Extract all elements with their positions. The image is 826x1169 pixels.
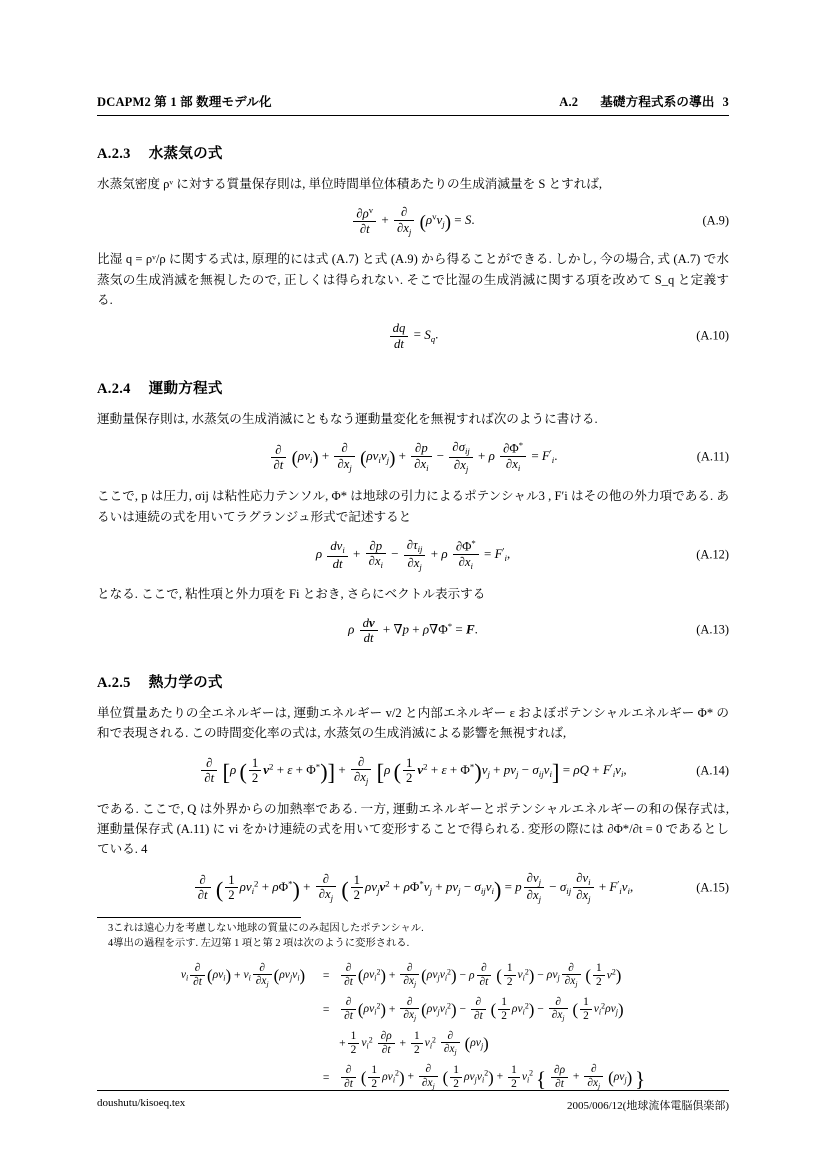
paragraph-a24-2: ここで, p は圧力, σij は粘性応力テンソル, Φ* は地球の引力によるポテンシャル3 , F′i はその他の外力項である. あるいは連続の式を用いてラグランジュ形式で記述すると bbox=[97, 489, 729, 524]
derivation-table bbox=[181, 959, 645, 1095]
equation-a11-body: $\frac{\partial}{\partial t}$ $(\rho v_i)$ + $\frac{\partial}{\partial x_j}$ $(\rho v_iv_j)$ + $\frac{\partial p}{\partial x_i}$ − $\frac{\partial\sigma_{ij}}{\partial x_j}$ + ρ $\frac{\partial\Phi^*}{\partial x_i}$ = $F'_i$. bbox=[269, 440, 558, 474]
section-heading-a24 bbox=[97, 377, 729, 398]
derivation-row-2 bbox=[181, 993, 645, 1027]
equation-a15 bbox=[97, 871, 729, 905]
derivation-relation-1: = bbox=[322, 969, 330, 983]
derivation-row-1 bbox=[181, 959, 645, 993]
equation-a9 bbox=[97, 205, 729, 237]
equation-a10-body: $\frac{dq}{dt}$ = $S_q$. bbox=[388, 321, 439, 351]
footnote-3: 3これは遠心力を考慮しない地球の質量にのみ起因したポテンシャル. bbox=[108, 922, 424, 934]
header-section-number: A.2 bbox=[559, 95, 579, 109]
derivation-relation-3: = bbox=[322, 1071, 330, 1085]
equation-a14 bbox=[97, 755, 729, 787]
equation-a12-body: ρ $\frac{dv_i}{dt}$ + $\frac{\partial p}{\partial x_i}$ − $\frac{\partial\tau_{ij}}{\partial x_j}$ + ρ $\frac{\partial\Phi^*}{\partial x_i}$ = $F'_i$, bbox=[315, 537, 511, 572]
footer-right: 2005/006/12(地球流体電脳倶楽部) bbox=[567, 1100, 729, 1112]
derivation-rhs-4: $\frac{\partial}{\partial t}$ ( $\frac{1}{2}$ $\rho v_i^2$) + $\frac{\partial}{\partial x_j}$ ( $\frac{1}{2}$ $\rho v_jv_i^2$) + $\frac{1}{2}$ $v_i^2$ { $\frac{\partial\rho}{\partial t}$ + $\frac{\partial}{\partial x_j}$ $(\rho v_j)$ } bbox=[339, 1060, 645, 1094]
footer-left: doushutu/kisoeq.tex bbox=[97, 1097, 186, 1109]
section-title-a24: 運動方程式 bbox=[148, 380, 223, 397]
equation-tag-a10: (A.10) bbox=[696, 328, 729, 343]
equation-a14-body: $\frac{\partial}{\partial t}$ [ρ ( $\frac{1}{2}$ $v^2 + \varepsilon + \Phi^*$)] + $\frac{\partial}{\partial x_j}$ [ρ ( $\frac{1}{2}$ $v^2 + \varepsilon + \Phi^*)v_j + pv_j - \sigma_{ij}v_i] = \rho Q + F'_iv_i$, bbox=[199, 755, 626, 787]
page-content bbox=[97, 92, 729, 1095]
equation-a9-body: $\frac{\partial\rho^v}{\partial t}$ + $\frac{\partial}{\partial x_j}$ $(\rho^vv_j) = S$. bbox=[351, 205, 474, 237]
equation-a12 bbox=[97, 538, 729, 572]
header-section-title: 基礎方程式系の導出 bbox=[600, 95, 715, 109]
paragraph-a24-1: 運動量保存則は, 水蒸気の生成消滅にともなう運動量変化を無視すれば次のように書ける. bbox=[97, 411, 598, 426]
equation-a11 bbox=[97, 440, 729, 474]
equation-a13-body: ρ $\frac{dv}{dt}$ + ∇p + ρ∇Φ* = F. bbox=[348, 615, 478, 645]
equation-tag-a13: (A.13) bbox=[696, 622, 729, 637]
section-number-a23: A.2.3 bbox=[97, 146, 131, 162]
section-number-a24: A.2.4 bbox=[97, 380, 131, 397]
paragraph-a25-2: である. ここで, Q は外界からの加熱率である. 一方, 運動エネルギーとポテンシャルエネルギーの和の保存式は, 運動量保存式 (A.11) に vi をかけ連続の式を用いて変形することで得られる. 変形の際には ∂Φ*/∂t = 0 であるとしている. 4 bbox=[97, 801, 729, 857]
paragraph-a23-1: 水蒸気密度 ρᵛ に対する質量保存則は, 単位時間単位体積あたりの生成消滅量を S とすれば, bbox=[97, 177, 602, 191]
equation-a10 bbox=[97, 321, 729, 351]
derivation-relation-2: = bbox=[322, 1003, 330, 1017]
section-title-a25: 熱力学の式 bbox=[148, 675, 223, 692]
equation-tag-a14: (A.14) bbox=[696, 763, 729, 778]
equation-tag-a15: (A.15) bbox=[696, 880, 729, 895]
equation-tag-a9: (A.9) bbox=[702, 213, 729, 228]
derivation-block bbox=[97, 959, 729, 1095]
derivation-lhs: $v_i$ $\frac{\partial}{\partial t}$ $(\rho v_i) + v_i$ $\frac{\partial}{\partial x_j}$ $(\rho v_jv_i)$ bbox=[180, 961, 306, 989]
running-header bbox=[97, 92, 729, 116]
section-title-a23: 水蒸気の式 bbox=[148, 146, 223, 162]
derivation-rhs-2: $\frac{\partial}{\partial t}$ $(\rho v_i^2)$ + $\frac{\partial}{\partial x_j}$ $(\rho v_jv_i^2)$ − $\frac{\partial}{\partial t}$ ( $\frac{1}{2}$ $\rho v_i^2$) − $\frac{\partial}{\partial x_j}$ ( $\frac{1}{2}$ $v_i^2\rho v_j$) bbox=[339, 993, 645, 1027]
paragraph-a25-1: 単位質量あたりの全エネルギーは, 運動エネルギー v/2 と内部エネルギー ε およぼポテンシャルエネルギー Φ* の和で表現される. この時間変化率の式は, 水蒸気の生成消滅による影響を無視すれば, bbox=[97, 706, 729, 741]
section-number-a25: A.2.5 bbox=[97, 675, 131, 692]
page-number: 3 bbox=[722, 95, 729, 109]
page-footer bbox=[97, 1090, 729, 1113]
equation-a13 bbox=[97, 616, 729, 646]
section-heading-a25 bbox=[97, 671, 729, 692]
derivation-rhs-3: + $\frac{1}{2}$ $v_i^2$ $\frac{\partial\rho}{\partial t}$ + $\frac{1}{2}$ $v_i^2$ $\frac{\partial}{\partial x_j}$ $(\rho v_j)$ bbox=[339, 1029, 489, 1057]
derivation-rhs-1: $\frac{\partial}{\partial t}$ $(\rho v_i^2)$ + $\frac{\partial}{\partial x_j}$ $(\rho v_jv_i^2) - \rho$ $\frac{\partial}{\partial t}$ ( $\frac{1}{2}$ $v_i^2) - \rho v_j$ $\frac{\partial}{\partial x_j}$ ( $\frac{1}{2}$ $v^2$) bbox=[339, 959, 645, 993]
footnote-4: 4導出の過程を示す. 左辺第 1 項と第 2 項は次のように変形される. bbox=[108, 937, 410, 949]
footnote-rule bbox=[97, 917, 301, 918]
equation-tag-a11: (A.11) bbox=[696, 449, 729, 464]
paragraph-a23-2: 比湿 q = ρᵛ/ρ に関する式は, 原理的には式 (A.7) と式 (A.9) から得ることができる. しかし, 今の場合, 式 (A.7) で水蒸気の生成消滅を無視したので, 正しくは得られない. そこで比湿の生成消滅に関する項を改めて S_q と定義する. bbox=[97, 252, 729, 307]
equation-a15-body: $\frac{\partial}{\partial t}$ ( $\frac{1}{2}$ $\rho v_i^2 + \rho\Phi^*$) + $\frac{\partial}{\partial x_j}$ ( $\frac{1}{2}$ $\rho v_jv^2 + \rho\Phi^*v_j + pv_j - \sigma_{ij}v_i) = p$ $\frac{\partial v_j}{\partial x_j}$ − $\sigma_{ij}$ $\frac{\partial v_i}{\partial x_j}$ + $F'_iv_i$, bbox=[193, 871, 633, 905]
header-left-title: DCAPM2 第 1 部 数理モデル化 bbox=[97, 95, 272, 109]
section-heading-a23 bbox=[97, 142, 729, 163]
equation-tag-a12: (A.12) bbox=[696, 547, 729, 562]
derivation-row-3 bbox=[181, 1027, 645, 1061]
paragraph-a24-3: となる. ここで, 粘性項と外力項を Fi とおき, さらにベクトル表示する bbox=[97, 587, 486, 602]
header-right bbox=[559, 92, 729, 110]
